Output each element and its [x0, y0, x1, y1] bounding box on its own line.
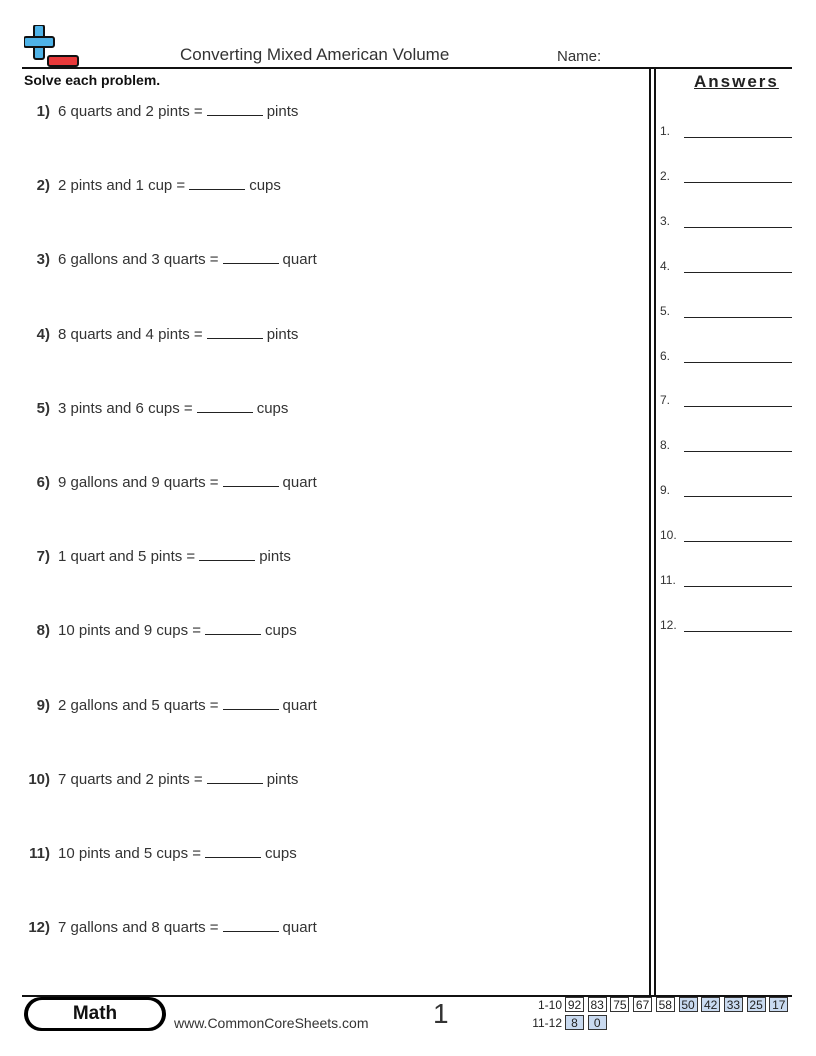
problem-text: 8 quarts and 4 pints =	[58, 325, 203, 343]
answer-blank[interactable]	[223, 917, 279, 932]
problem-row	[22, 175, 281, 197]
answer-line[interactable]	[684, 362, 792, 363]
problem-row	[22, 472, 317, 494]
worksheet-title: Converting Mixed American Volume	[180, 45, 450, 64]
column-divider-inner	[654, 68, 656, 996]
problem-row	[22, 398, 288, 420]
problem-text: 9 gallons and 9 quarts =	[58, 474, 219, 491]
name-label: Name:	[557, 48, 602, 65]
answer-line[interactable]	[684, 586, 792, 587]
problem-unit: quart	[282, 474, 317, 491]
problem-unit: quart	[282, 251, 317, 269]
problem-text: 6 gallons and 3 quarts =	[58, 251, 219, 269]
answer-blank[interactable]	[207, 769, 263, 784]
score-cell: 25	[747, 997, 766, 1012]
column-divider	[649, 68, 651, 996]
answer-row	[660, 483, 792, 501]
answer-row	[660, 393, 792, 411]
answer-row	[660, 349, 792, 367]
answer-row	[660, 528, 792, 546]
answer-line[interactable]	[684, 631, 792, 632]
problem-unit: pints	[266, 770, 299, 788]
answer-row	[660, 259, 792, 277]
answer-line[interactable]	[684, 451, 792, 452]
problem-unit: pints	[266, 103, 299, 120]
subject-badge	[24, 997, 166, 1031]
answer-number: 11.	[660, 573, 676, 587]
problem-row	[22, 249, 317, 271]
math-logo-icon	[24, 25, 80, 69]
problem-number: 12)	[28, 919, 50, 937]
answers-title: Answers	[694, 72, 779, 91]
problem-text: 2 gallons and 5 quarts =	[58, 696, 219, 714]
problem-row	[22, 769, 298, 791]
problem-text: 7 quarts and 2 pints =	[58, 770, 203, 788]
page-number: 1	[433, 998, 449, 1029]
answer-blank[interactable]	[197, 398, 253, 413]
score-cell: 58	[656, 997, 675, 1012]
answer-row	[660, 618, 792, 636]
score-cell: 83	[588, 997, 607, 1012]
answer-number: 5.	[660, 303, 671, 318]
score-cell: 75	[610, 997, 629, 1012]
instructions: Solve each problem.	[24, 72, 161, 88]
score-range-label: 11-12	[532, 1016, 562, 1030]
problem-row	[22, 695, 317, 717]
answer-number: 4.	[660, 258, 671, 273]
problem-row	[22, 101, 298, 123]
problem-text: 10 pints and 5 cups =	[58, 845, 202, 862]
answer-line[interactable]	[684, 496, 792, 497]
problem-unit: cups	[256, 399, 289, 417]
problem-number: 7)	[36, 548, 50, 566]
answer-number: 10.	[660, 528, 677, 543]
answer-blank[interactable]	[205, 843, 261, 858]
answer-blank[interactable]	[205, 620, 261, 635]
answer-row	[660, 169, 792, 187]
problem-number: 5)	[36, 399, 50, 417]
answer-blank[interactable]	[223, 695, 279, 710]
problem-unit: cups	[265, 845, 297, 862]
problem-text: 1 quart and 5 pints =	[58, 548, 196, 566]
problem-text: 6 quarts and 2 pints =	[58, 103, 203, 120]
answer-number: 12.	[660, 617, 677, 632]
score-cell: 67	[633, 997, 652, 1012]
problem-number: 6)	[36, 474, 50, 491]
problem-number: 11)	[29, 845, 50, 862]
score-cell: 0	[588, 1015, 607, 1030]
problem-row	[22, 324, 298, 346]
answer-number: 8.	[660, 438, 671, 453]
answer-blank[interactable]	[199, 546, 255, 561]
score-cell: 8	[565, 1015, 584, 1030]
problem-unit: quart	[282, 696, 317, 714]
answer-line[interactable]	[684, 182, 792, 183]
problem-text: 2 pints and 1 cup =	[58, 177, 186, 195]
answer-line[interactable]	[684, 227, 792, 228]
problem-row	[22, 620, 297, 642]
answer-line[interactable]	[684, 137, 792, 138]
answer-blank[interactable]	[207, 324, 263, 339]
site-url: www.CommonCoreSheets.com	[174, 1015, 369, 1031]
problem-number: 10)	[28, 770, 50, 788]
problem-unit: pints	[259, 548, 291, 566]
score-cell: 17	[769, 997, 788, 1012]
problem-unit: pints	[266, 325, 299, 343]
answer-blank[interactable]	[189, 175, 245, 190]
score-cell: 92	[565, 997, 584, 1012]
answer-blank[interactable]	[223, 249, 279, 264]
answer-row	[660, 573, 792, 591]
answer-blank[interactable]	[223, 472, 279, 487]
problem-number: 2)	[36, 177, 50, 195]
score-cell: 42	[701, 997, 720, 1012]
problem-number: 8)	[36, 622, 50, 640]
problem-number: 1)	[36, 103, 50, 120]
answer-row	[660, 304, 792, 322]
problem-row	[22, 546, 291, 568]
answer-row	[660, 214, 792, 232]
answer-number: 7.	[660, 393, 671, 408]
answer-line[interactable]	[684, 317, 792, 318]
answer-number: 2.	[660, 168, 671, 183]
answer-number: 3.	[660, 213, 671, 228]
answer-line[interactable]	[684, 406, 792, 407]
answer-line[interactable]	[684, 541, 792, 542]
problem-row	[22, 843, 297, 865]
answer-row	[660, 438, 792, 456]
problem-unit: cups	[249, 177, 281, 195]
problem-text: 7 gallons and 8 quarts =	[58, 919, 219, 937]
answer-line[interactable]	[684, 272, 792, 273]
problem-number: 3)	[36, 251, 50, 269]
header-divider	[22, 67, 792, 69]
problem-text: 10 pints and 9 cups =	[58, 622, 202, 640]
answer-number: 6.	[660, 348, 671, 363]
problem-unit: quart	[282, 919, 317, 937]
score-range-label: 1-10	[537, 998, 562, 1012]
score-cell: 50	[679, 997, 698, 1012]
subject-label: Math	[28, 1000, 162, 1028]
problem-row	[22, 917, 317, 939]
answer-number: 1.	[660, 124, 671, 138]
answer-number: 9.	[660, 483, 671, 498]
answer-blank[interactable]	[207, 101, 263, 116]
score-cell: 33	[724, 997, 743, 1012]
problem-number: 4)	[36, 325, 50, 343]
problem-text: 3 pints and 6 cups =	[58, 399, 193, 417]
problem-number: 9)	[36, 696, 50, 714]
answer-row	[660, 124, 792, 142]
problem-unit: cups	[265, 622, 297, 640]
